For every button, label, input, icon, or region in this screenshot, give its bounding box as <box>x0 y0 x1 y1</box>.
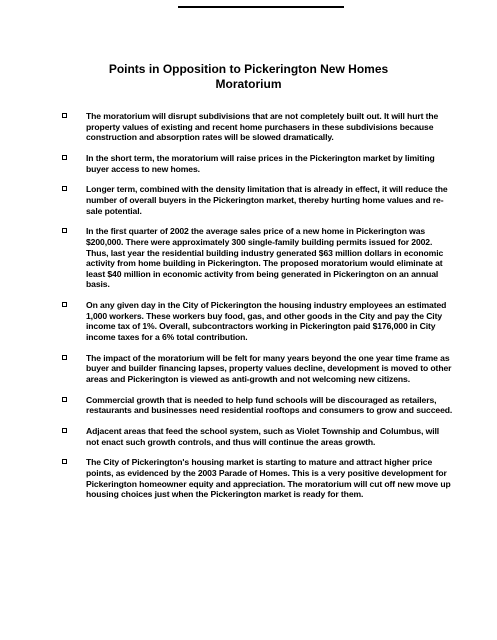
list-item-text: The moratorium will disrupt subdivisions that are not completely built out. It will hurt the property values of existing and recent home purchasers in these subdivisions because construction and absorption rates will be slowed dramatically. <box>86 111 439 143</box>
checkbox-bullet-icon <box>62 397 67 402</box>
list-item-text: The impact of the moratorium will be felt for many years beyond the one year time frame as buyer and builder financing lapses, property values decline, development is moved to other areas and Pickerington is viewed as anti-growth and not welcoming new citizens. <box>86 352 452 384</box>
list-item-text: Adjacent areas that feed the school system, such as Violet Township and Columbus, will not enact such growth controls, and thus will continue the areas growth. <box>86 425 440 447</box>
title-line-2: Moratorium <box>215 77 282 91</box>
checkbox-bullet-icon <box>62 428 67 433</box>
list-item <box>54 184 454 216</box>
list-item <box>54 111 454 143</box>
list-item <box>54 226 454 290</box>
list-item-text: In the first quarter of 2002 the average sales price of a new home in Pickerington was $200,000. There were approximately 300 single-family building permits issued for 2002. Thus, last year the residential building industry generated $63 million dollars in economic activity from home building in Pickerington. The proposed moratorium would eliminate at least $40 million in economic activity from being generated in Pickerington on an annual basis. <box>86 226 444 290</box>
list-item-text: In the short term, the moratorium will raise prices in the Pickerington market by limiting buyer access to new homes. <box>86 152 435 174</box>
list-item <box>54 426 454 447</box>
list-item <box>54 153 454 174</box>
top-rule <box>178 6 344 8</box>
list-item <box>54 353 454 385</box>
list-item-text: Longer term, combined with the density limitation that is already in effect, it will reduce the number of overall buyers in the Pickerington market, thereby hurting home values and re-sale potential. <box>86 184 448 216</box>
list-item <box>54 395 454 416</box>
checkbox-bullet-icon <box>62 228 67 233</box>
list-item-text: On any given day in the City of Pickerington the housing industry employees an estimated 1,000 workers. These workers buy food, gas, and other goods in the City and pay the City income tax of 1%. Overall, subcontractors working in Pickerington paid $176,000 in City income taxes for a 6% total contribution. <box>86 300 447 342</box>
checkbox-bullet-icon <box>62 186 67 191</box>
points-list <box>54 111 454 510</box>
list-item-text: The City of Pickerington's housing market is starting to mature and attract higher price points, as evidenced by the 2003 Parade of Homes. This is a very positive development for Pickerington homeowner equity and appreciation. The moratorium will cut off new move up housing choices just when the Pickerington market is ready for them. <box>86 457 451 500</box>
list-item <box>54 457 454 499</box>
checkbox-bullet-icon <box>62 302 67 307</box>
checkbox-bullet-icon <box>62 113 67 118</box>
checkbox-bullet-icon <box>62 355 67 360</box>
checkbox-bullet-icon <box>62 155 67 160</box>
title-line-1: Points in Opposition to Pickerington New Homes <box>108 62 389 76</box>
list-item-text: Commercial growth that is needed to help fund schools will be discouraged as retailers, restaurants and businesses need residential rooftops and consumers to grow and succeed. <box>86 394 453 416</box>
page-title <box>0 62 497 92</box>
list-item <box>54 300 454 342</box>
checkbox-bullet-icon <box>62 459 67 464</box>
